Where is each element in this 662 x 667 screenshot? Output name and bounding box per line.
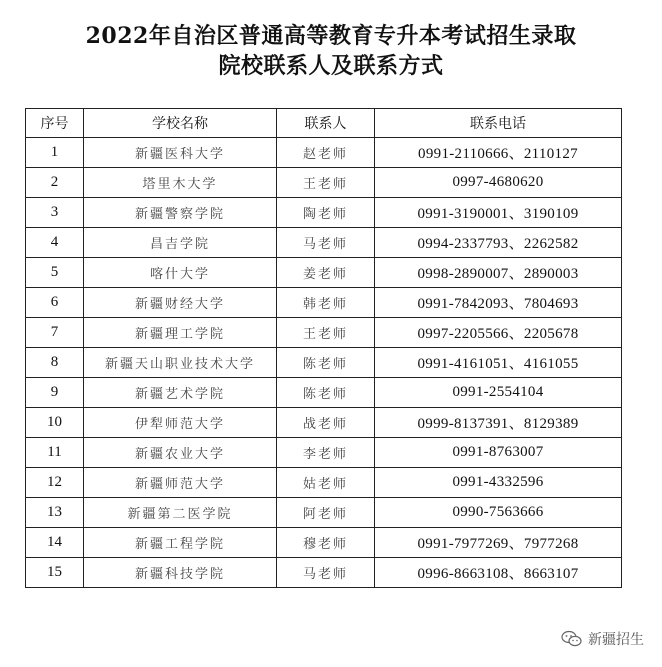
cell-contact: 王老师	[277, 168, 375, 198]
cell-phone: 0991-3190001、3190109	[375, 198, 622, 228]
cell-contact: 陈老师	[277, 348, 375, 378]
table-header-row	[26, 109, 622, 138]
cell-contact: 阿老师	[277, 498, 375, 528]
cell-school: 昌吉学院	[84, 228, 277, 258]
cell-phone: 0991-4161051、4161055	[375, 348, 622, 378]
watermark-text: 新疆招生	[588, 632, 644, 648]
cell-no: 4	[26, 228, 84, 258]
cell-school: 新疆天山职业技术大学	[84, 348, 277, 378]
cell-school: 塔里木大学	[84, 168, 277, 198]
cell-phone: 0991-4332596	[375, 468, 622, 498]
table-row	[26, 168, 622, 198]
cell-contact: 赵老师	[277, 138, 375, 168]
cell-phone: 0998-2890007、2890003	[375, 258, 622, 288]
table-body	[26, 138, 622, 588]
cell-no: 9	[26, 378, 84, 408]
cell-no: 5	[26, 258, 84, 288]
cell-school: 新疆第二医学院	[84, 498, 277, 528]
cell-no: 14	[26, 528, 84, 558]
cell-school: 新疆师范大学	[84, 468, 277, 498]
cell-school: 新疆艺术学院	[84, 378, 277, 408]
cell-phone: 0991-8763007	[375, 438, 622, 468]
cell-phone: 0990-7563666	[375, 498, 622, 528]
cell-contact: 马老师	[277, 228, 375, 258]
cell-phone: 0999-8137391、8129389	[375, 408, 622, 438]
cell-school: 新疆工程学院	[84, 528, 277, 558]
cell-phone: 0996-8663108、8663107	[375, 558, 622, 588]
table-row	[26, 228, 622, 258]
cell-no: 3	[26, 198, 84, 228]
table-row	[26, 378, 622, 408]
cell-phone: 0991-7842093、7804693	[375, 288, 622, 318]
cell-no: 13	[26, 498, 84, 528]
cell-phone: 0991-2110666、2110127	[375, 138, 622, 168]
header-phone: 联系电话	[375, 109, 622, 138]
cell-school: 伊犁师范大学	[84, 408, 277, 438]
table-row	[26, 438, 622, 468]
cell-contact: 姜老师	[277, 258, 375, 288]
cell-school: 新疆农业大学	[84, 438, 277, 468]
table-row	[26, 558, 622, 588]
cell-phone: 0997-4680620	[375, 168, 622, 198]
table-row	[26, 348, 622, 378]
cell-no: 1	[26, 138, 84, 168]
cell-no: 11	[26, 438, 84, 468]
cell-phone: 0991-2554104	[375, 378, 622, 408]
table-row	[26, 288, 622, 318]
watermark	[561, 629, 644, 649]
cell-contact: 韩老师	[277, 288, 375, 318]
cell-no: 10	[26, 408, 84, 438]
cell-contact: 马老师	[277, 558, 375, 588]
header-school: 学校名称	[84, 109, 277, 138]
cell-school: 新疆财经大学	[84, 288, 277, 318]
cell-no: 7	[26, 318, 84, 348]
cell-school: 新疆理工学院	[84, 318, 277, 348]
table-row	[26, 468, 622, 498]
table-row	[26, 198, 622, 228]
table-row	[26, 138, 622, 168]
table-row	[26, 318, 622, 348]
cell-no: 15	[26, 558, 84, 588]
cell-no: 12	[26, 468, 84, 498]
cell-school: 新疆科技学院	[84, 558, 277, 588]
wechat-icon	[561, 630, 583, 648]
page-subtitle: 院校联系人及联系方式	[218, 53, 444, 79]
cell-contact: 李老师	[277, 438, 375, 468]
cell-contact: 王老师	[277, 318, 375, 348]
cell-school: 喀什大学	[84, 258, 277, 288]
cell-contact: 陈老师	[277, 378, 375, 408]
cell-school: 新疆警察学院	[84, 198, 277, 228]
contact-table	[25, 108, 622, 588]
cell-phone: 0997-2205566、2205678	[375, 318, 622, 348]
cell-no: 8	[26, 348, 84, 378]
cell-school: 新疆医科大学	[84, 138, 277, 168]
table-row	[26, 408, 622, 438]
table-row	[26, 258, 622, 288]
table-row	[26, 528, 622, 558]
header-contact: 联系人	[277, 109, 375, 138]
cell-phone: 0991-7977269、7977268	[375, 528, 622, 558]
header-no: 序号	[26, 109, 84, 138]
cell-phone: 0994-2337793、2262582	[375, 228, 622, 258]
cell-contact: 姑老师	[277, 468, 375, 498]
table-row	[26, 498, 622, 528]
cell-contact: 陶老师	[277, 198, 375, 228]
cell-contact: 战老师	[277, 408, 375, 438]
page-title: 2022年自治区普通高等教育专升本考试招生录取	[85, 23, 577, 49]
cell-no: 6	[26, 288, 84, 318]
cell-no: 2	[26, 168, 84, 198]
cell-contact: 穆老师	[277, 528, 375, 558]
